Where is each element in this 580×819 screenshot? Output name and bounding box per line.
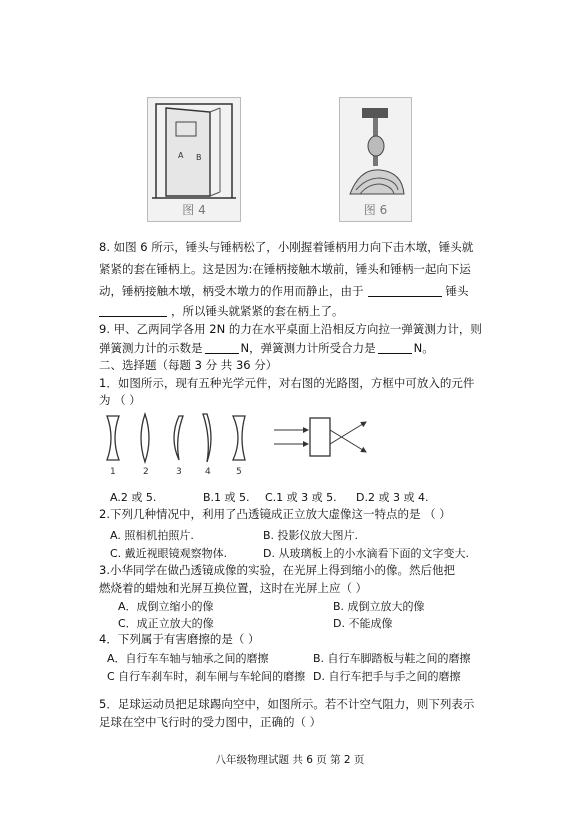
mc4-stem: 4．下列属于有害磨擦的是（ ）	[99, 632, 260, 646]
svg-text:B: B	[196, 153, 202, 162]
q8-line-4-text: ，所以锤头就紧紧的套在柄上了。	[171, 304, 344, 318]
q8-line-3-text: 动，锤柄接触木墩，柄受木墩力的作用而静止，由于	[99, 284, 364, 298]
figure-4-caption: 图 4	[182, 203, 206, 217]
mc1-option-c[interactable]: C.1 或 3 或 5.	[265, 491, 337, 504]
lens-label-2: 2	[143, 467, 149, 477]
figure-4	[147, 97, 241, 222]
q9-blank-2[interactable]	[378, 341, 412, 354]
lenses-figure	[99, 408, 259, 478]
mc4-option-d[interactable]: D. 自行车把手与手之间的磨擦	[313, 670, 461, 683]
optical-box	[310, 418, 330, 456]
lens-label-4: 4	[205, 467, 211, 477]
mc5-line-1: 5．足球运动员把足球踢向空中，如图所示。若不计空气阻力，则下列表示	[99, 697, 475, 711]
q8-line-2: 紧紧的套在锤柄上。这是因为:在锤柄接触木墩前，锤头和锤柄一起向下运	[99, 262, 471, 276]
svg-text:A: A	[178, 151, 184, 160]
mc3-line-2: 燃烧着的蜡烛和光屏互换位置，这时在光屏上应（ ）	[99, 581, 368, 595]
q8-line-1: 8. 如图 6 所示，锤头与锤柄松了，小刚握着锤柄用力向下击木墩，锤头就	[99, 240, 474, 254]
q8-line-3	[99, 284, 469, 299]
q9-line-1: 9. 甲、乙两同学各用 2N 的力在水平桌面上沿相反方向拉一弹簧测力计，则	[99, 322, 482, 336]
mc1-line-2: 为 （ ）	[99, 393, 141, 407]
mc1-option-a[interactable]: A.2 或 5.	[110, 491, 157, 504]
q9-line-2	[99, 341, 434, 356]
q8-blank-1[interactable]	[368, 284, 442, 297]
page-footer: 八年级物理试题 共 6 页 第 2 页	[215, 754, 365, 766]
mc4-option-c[interactable]: C 自行车刹车时，刹车闸与车轮间的磨擦	[107, 670, 306, 683]
section-2-title: 二、选择题（每题 3 分 共 36 分）	[99, 358, 278, 372]
lens-4-meniscus	[203, 414, 211, 462]
figure-6-caption: 图 6	[363, 203, 388, 217]
mc2-option-c[interactable]: C. 戴近视眼镜观察物体.	[110, 547, 228, 560]
q8-line-4	[99, 304, 344, 319]
mc3-option-b[interactable]: B. 成倒立放大的像	[333, 600, 425, 613]
mc3-line-1: 3.小华同学在做凸透镜成像的实验，在光屏上得到缩小的像。然后他把	[99, 563, 455, 577]
lens-2-convex	[141, 414, 149, 462]
mc2-option-a[interactable]: A. 照相机拍照片.	[110, 529, 194, 542]
lens-label-3: 3	[176, 467, 182, 477]
q9-blank-1[interactable]	[205, 341, 239, 354]
hammer-illustration	[340, 98, 411, 203]
q8-line-3-end: 锤头	[445, 284, 469, 298]
light-path-figure	[272, 412, 372, 462]
mc5-line-2: 足球在空中飞行时的受力图中，正确的（ ）	[99, 715, 322, 729]
figure-6	[339, 97, 412, 222]
q9-line-2-a: 弹簧测力计的示数是	[99, 341, 203, 355]
lens-label-1: 1	[110, 467, 116, 477]
mc3-option-a[interactable]: A．成倒立缩小的像	[118, 600, 214, 613]
mc2-option-b[interactable]: B. 投影仪放大图片.	[263, 529, 359, 542]
mc1-option-b[interactable]: B.1 或 5.	[203, 491, 250, 504]
mc4-option-b[interactable]: B. 自行车脚踏板与鞋之间的磨擦	[313, 652, 471, 665]
q8-blank-2[interactable]	[99, 304, 167, 317]
mc1-line-1: 1．如图所示，现有五种光学元件，对右图的光路图，方框中可放入的元件	[99, 376, 475, 390]
mc4-option-a[interactable]: A．自行车车轴与轴承之间的磨擦	[107, 652, 269, 665]
lens-3-meniscus	[174, 416, 183, 460]
mc2-option-d[interactable]: D. 从玻璃板上的小水滴看下面的文字变大.	[263, 547, 469, 560]
mc2-stem: 2.下列几种情况中，利用了凸透镜成正立放大虚像这一特点的是 （ ）	[99, 507, 451, 521]
lens-label-5: 5	[236, 467, 242, 477]
mc3-option-d[interactable]: D. 不能成像	[333, 617, 393, 630]
q9-line-2-b: N，弹簧测力计所受合力是	[240, 341, 376, 355]
door-illustration	[148, 98, 240, 203]
q9-line-2-c: N。	[413, 341, 434, 355]
lens-1-concave	[107, 416, 119, 460]
mc1-option-d[interactable]: D.2 或 3 或 4.	[356, 491, 429, 504]
mc3-option-c[interactable]: C．成正立放大的像	[118, 617, 214, 630]
lens-5-concave-meniscus	[233, 416, 245, 460]
